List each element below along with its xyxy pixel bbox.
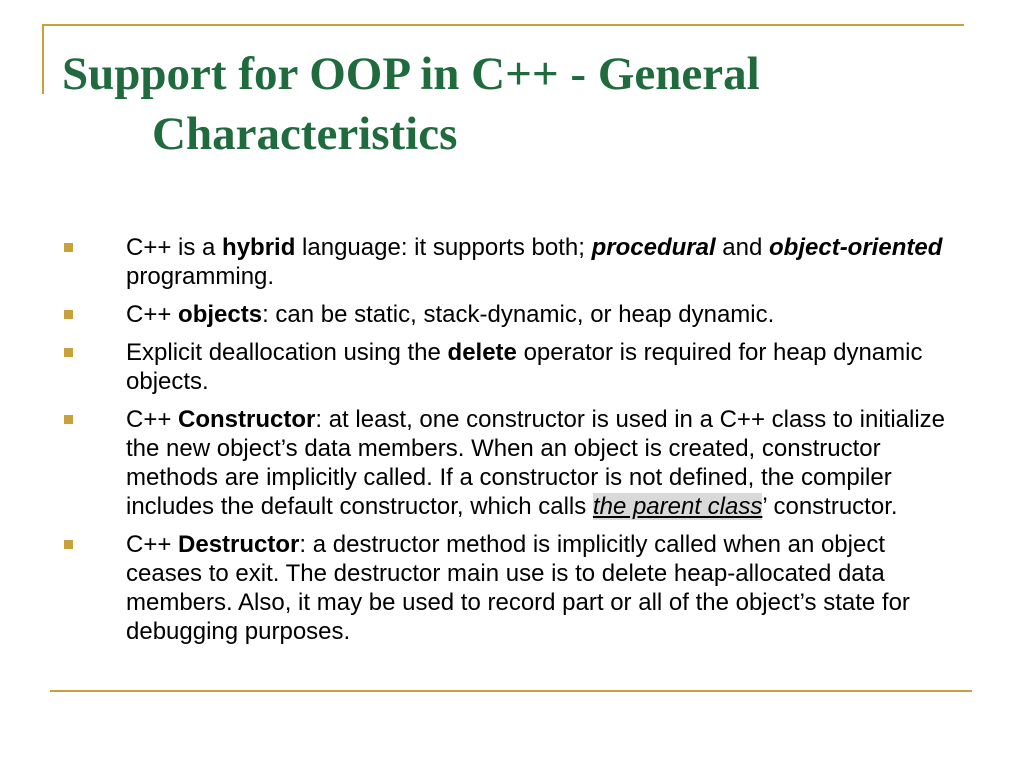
bullet-item-hybrid: C++ is a hybrid language: it supports both; procedural and object-oriented programming.	[64, 233, 964, 291]
square-bullet-icon	[64, 243, 73, 252]
frame-top-line	[42, 24, 964, 26]
slide-title	[62, 44, 760, 164]
keyword-object-oriented: object-oriented	[769, 234, 943, 261]
keyword-constructor: Constructor	[178, 406, 316, 433]
bullet-item-objects: C++ objects: can be static, stack-dynamic, or heap dynamic.	[64, 300, 964, 329]
bullet-item-constructor: C++ Constructor: at least, one constructor is used in a C++ class to initialize the new object’s data members. When an object is created, constructor methods are implicitly called. If a constructor is not defined, the compiler includes the default constructor, which calls the parent class’ constructor.	[64, 405, 964, 521]
frame-bottom-line	[50, 690, 972, 692]
keyword-objects: objects	[178, 301, 263, 328]
square-bullet-icon	[64, 348, 73, 357]
frame-left-line	[42, 24, 44, 94]
title-line-1: Support for OOP in C++ - General	[62, 48, 760, 100]
square-bullet-icon	[64, 310, 73, 319]
highlight-parent-class: the parent class	[592, 493, 763, 520]
title-line-2: Characteristics	[152, 108, 458, 160]
keyword-procedural: procedural	[591, 234, 716, 261]
bullet-item-delete: Explicit deallocation using the delete operator is required for heap dynamic objects.	[64, 338, 964, 396]
keyword-delete: delete	[447, 339, 517, 366]
keyword-destructor: Destructor	[178, 531, 300, 558]
bullet-item-destructor: C++ Destructor: a destructor method is implicitly called when an object ceases to exit. The destructor main use is to delete heap-allocated data members. Also, it may be used to record part or all of the object’s state for debugging purposes.	[64, 530, 964, 646]
square-bullet-icon	[64, 540, 73, 549]
square-bullet-icon	[64, 415, 73, 424]
keyword-hybrid: hybrid	[222, 234, 296, 261]
bullet-list	[64, 233, 964, 655]
